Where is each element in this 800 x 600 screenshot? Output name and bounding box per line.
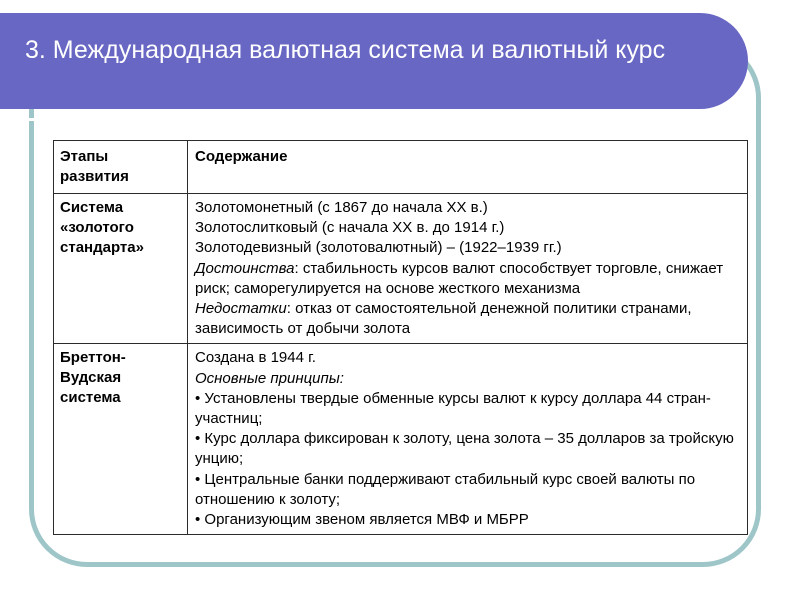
table-row-gold-standard xyxy=(54,194,748,344)
table-header-row xyxy=(54,141,748,194)
advantages-text: : стабильность курсов валют способствует торговле, снижает риск; саморегулируется на основе жесткого механизма xyxy=(195,259,724,297)
title-bar xyxy=(0,13,748,109)
content-gold-standard xyxy=(188,194,748,344)
bretton-woods-principles-label: Основные принципы: xyxy=(195,369,344,387)
disadvantages-text: : отказ от самостоятельной денежной политики странами, зависимость от добычи золота xyxy=(195,300,692,338)
gold-advantages xyxy=(195,259,741,299)
stages-table xyxy=(53,140,748,535)
gold-bullion-standard: Золотослитковый (с начала XX в. до 1914 г.) xyxy=(195,219,505,237)
bretton-woods-bullet-2: • Курс доллара фиксирован к золоту, цена золота – 35 долларов за тройскую унцию; xyxy=(195,430,734,468)
gold-coin-standard: Золотомонетный (с 1867 до начала XX в.) xyxy=(195,199,488,216)
advantages-label: Достоинства xyxy=(195,259,295,277)
header-stage: Этапы развития xyxy=(54,141,188,194)
stage-bretton-woods: Бреттон-Вудская система xyxy=(54,344,188,535)
table-row-bretton-woods xyxy=(54,344,748,535)
bretton-woods-bullet-1: • Установлены твердые обменные курсы валют к курсу доллара 44 стран-участниц; xyxy=(195,389,711,428)
gold-disadvantages xyxy=(195,299,741,339)
stage-gold-standard: Система «золотого стандарта» xyxy=(54,194,188,344)
bretton-woods-bullet-4: • Организующим звеном является МВФ и МБРР xyxy=(195,511,529,529)
slide-title: 3. Международная валютная система и валютный курс xyxy=(25,36,666,64)
bretton-woods-bullet-3: • Центральные банки поддерживают стабильный курс своей валюты по отношению к золоту; xyxy=(195,470,696,508)
header-content: Содержание xyxy=(188,141,748,194)
title-underline xyxy=(0,118,710,121)
gold-exchange-standard: Золотодевизный (золотовалютный) – (1922–1939 гг.) xyxy=(195,239,562,257)
bretton-woods-created: Создана в 1944 г. xyxy=(195,349,316,367)
disadvantages-label: Недостатки xyxy=(195,300,287,318)
content-bretton-woods xyxy=(188,344,748,535)
